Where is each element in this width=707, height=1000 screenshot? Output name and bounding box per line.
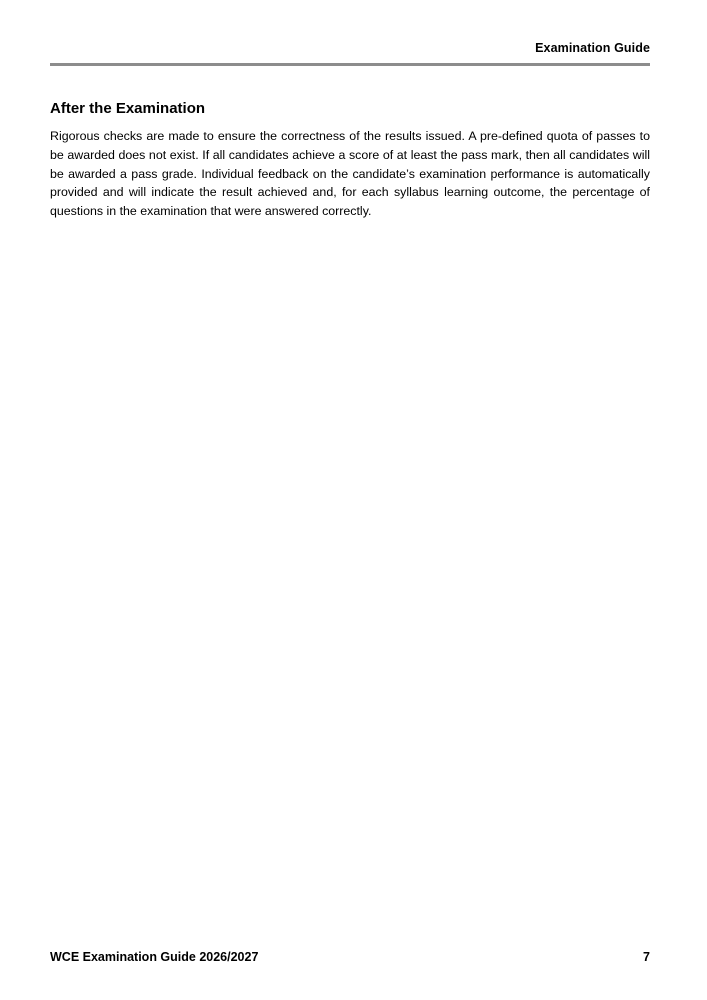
footer-document-title: WCE Examination Guide 2026/2027 <box>50 950 259 964</box>
page-number: 7 <box>643 950 650 964</box>
running-header: Examination Guide <box>535 41 650 55</box>
header-divider <box>50 63 650 66</box>
body-paragraph: Rigorous checks are made to ensure the correctness of the results issued. A pre-defined quota of passes to be awarded does not exist. If all candidates achieve a score of at least the pass mark, then all candidates will be awarded a pass grade. Individual feedback on the candidate’s examination performance is automatically provided and will indicate the result achieved and, for each syllabus learning outcome, the percentage of questions in the examination that were answered correctly. <box>50 129 650 219</box>
section-heading: After the Examination <box>50 100 206 117</box>
